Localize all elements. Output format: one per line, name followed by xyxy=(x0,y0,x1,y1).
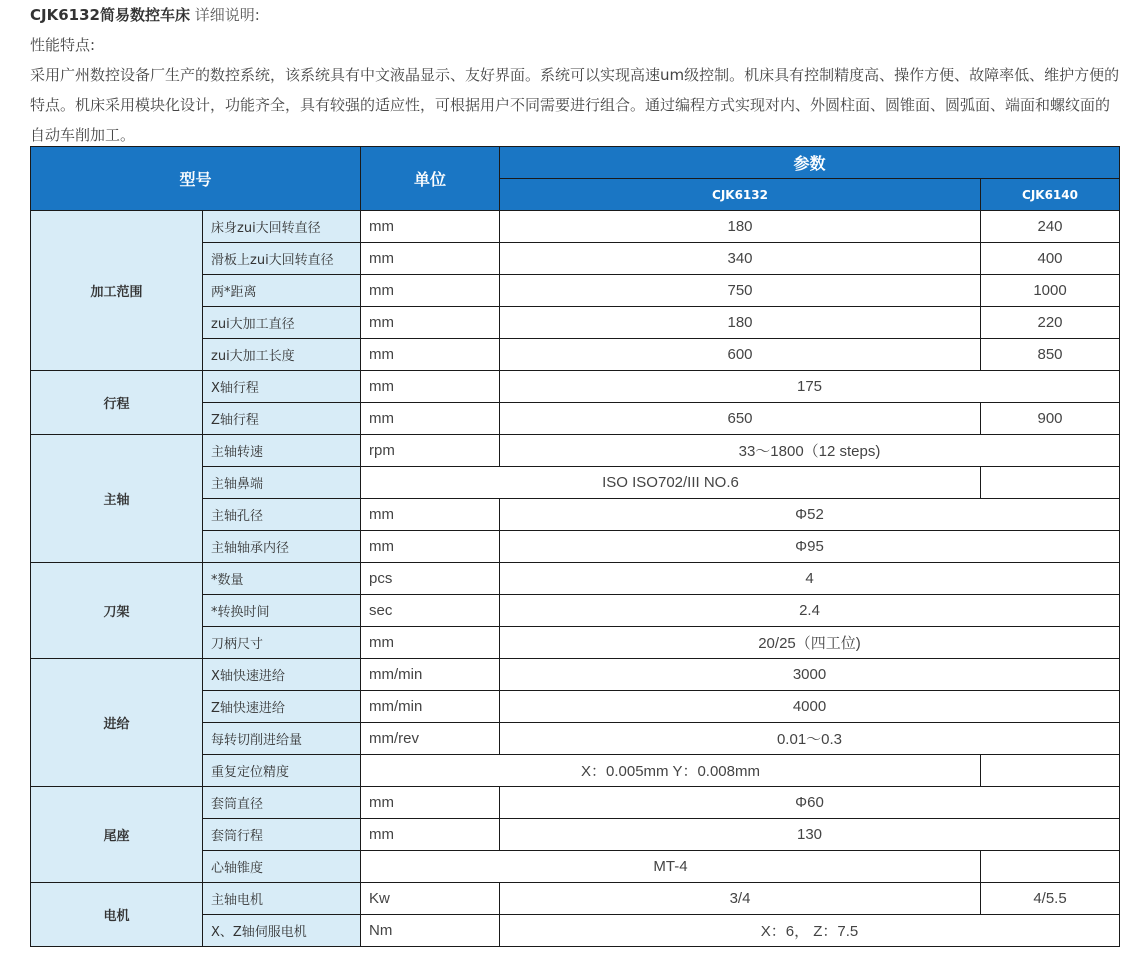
group-feed: 进给 xyxy=(31,659,203,787)
row-name: 主轴电机 xyxy=(203,883,361,915)
row-unit: mm xyxy=(361,371,500,403)
row-value-cjk6132: 3/4 xyxy=(500,883,981,915)
row-unit: mm xyxy=(361,787,500,819)
row-name: 两*距离 xyxy=(203,275,361,307)
group-spindle: 主轴 xyxy=(31,435,203,563)
row-unit: sec xyxy=(361,595,500,627)
row-value-cjk6132: 600 xyxy=(500,339,981,371)
row-value-cjk6140: 400 xyxy=(981,243,1120,275)
row-unit: mm xyxy=(361,627,500,659)
header-params: 参数 xyxy=(500,147,1120,179)
row-value: 130 xyxy=(500,819,1120,851)
row-unit: mm xyxy=(361,243,500,275)
row-name: 主轴孔径 xyxy=(203,499,361,531)
table-row xyxy=(31,563,1120,595)
row-name: 刀柄尺寸 xyxy=(203,627,361,659)
row-unit: mm xyxy=(361,819,500,851)
group-tool-post: 刀架 xyxy=(31,563,203,659)
row-value: 4000 xyxy=(500,691,1120,723)
row-unit: mm xyxy=(361,403,500,435)
title-suffix: 详细说明: xyxy=(189,6,260,24)
row-value: ISO ISO702/III NO.6 xyxy=(361,467,981,499)
row-name: 每转切削进给量 xyxy=(203,723,361,755)
empty-cell xyxy=(981,467,1120,499)
row-name: X轴行程 xyxy=(203,371,361,403)
row-value-cjk6140: 4/5.5 xyxy=(981,883,1120,915)
row-name: X、Z轴伺服电机 xyxy=(203,915,361,947)
row-name: 主轴轴承内径 xyxy=(203,531,361,563)
row-value: X：6， Z：7.5 xyxy=(500,915,1120,947)
table-row xyxy=(31,659,1120,691)
row-name: 重复定位精度 xyxy=(203,755,361,787)
header-unit: 单位 xyxy=(361,147,500,211)
row-unit: Kw xyxy=(361,883,500,915)
row-value-cjk6132: 180 xyxy=(500,307,981,339)
row-name: 心轴锥度 xyxy=(203,851,361,883)
row-unit: Nm xyxy=(361,915,500,947)
header-col-cjk6140: CJK6140 xyxy=(981,179,1120,211)
row-value: 3000 xyxy=(500,659,1120,691)
row-value-cjk6140: 240 xyxy=(981,211,1120,243)
table-row xyxy=(31,883,1120,915)
row-unit: mm xyxy=(361,275,500,307)
row-value: Φ95 xyxy=(500,531,1120,563)
row-name: 主轴鼻端 xyxy=(203,467,361,499)
row-value: 4 xyxy=(500,563,1120,595)
row-name: *转换时间 xyxy=(203,595,361,627)
row-unit: mm/min xyxy=(361,691,500,723)
empty-cell xyxy=(981,755,1120,787)
row-unit: rpm xyxy=(361,435,500,467)
row-value: 0.01～0.3 xyxy=(500,723,1120,755)
table-row xyxy=(31,435,1120,467)
intro-heading xyxy=(30,0,1122,30)
row-name: *数量 xyxy=(203,563,361,595)
row-name: Z轴快速进给 xyxy=(203,691,361,723)
intro-text xyxy=(30,0,1122,150)
row-name: 床身zui大回转直径 xyxy=(203,211,361,243)
row-name: zui大加工直径 xyxy=(203,307,361,339)
row-name: 套筒行程 xyxy=(203,819,361,851)
row-unit: mm/min xyxy=(361,659,500,691)
group-machining-range: 加工范围 xyxy=(31,211,203,371)
header-model: 型号 xyxy=(31,147,361,211)
header-col-cjk6132: CJK6132 xyxy=(500,179,981,211)
row-name: X轴快速进给 xyxy=(203,659,361,691)
row-name: Z轴行程 xyxy=(203,403,361,435)
group-travel: 行程 xyxy=(31,371,203,435)
row-value: 175 xyxy=(500,371,1120,403)
header-row-1 xyxy=(31,147,1120,179)
row-name: 套筒直径 xyxy=(203,787,361,819)
row-value-cjk6140: 1000 xyxy=(981,275,1120,307)
row-unit: mm xyxy=(361,499,500,531)
empty-cell xyxy=(981,851,1120,883)
row-value-cjk6132: 180 xyxy=(500,211,981,243)
row-value-cjk6132: 650 xyxy=(500,403,981,435)
row-value: MT-4 xyxy=(361,851,981,883)
row-unit: pcs xyxy=(361,563,500,595)
row-unit: mm xyxy=(361,339,500,371)
row-value-cjk6132: 750 xyxy=(500,275,981,307)
spec-table xyxy=(30,146,1120,947)
row-name: zui大加工长度 xyxy=(203,339,361,371)
row-value: Φ60 xyxy=(500,787,1120,819)
row-value: X：0.005mm Y：0.008mm xyxy=(361,755,981,787)
table-row xyxy=(31,211,1120,243)
table-row xyxy=(31,787,1120,819)
table-row xyxy=(31,371,1120,403)
row-value: 33～1800（12 steps) xyxy=(500,435,1120,467)
row-value: 2.4 xyxy=(500,595,1120,627)
row-name: 主轴转速 xyxy=(203,435,361,467)
row-unit: mm xyxy=(361,307,500,339)
row-value-cjk6140: 850 xyxy=(981,339,1120,371)
row-value-cjk6140: 900 xyxy=(981,403,1120,435)
row-unit: mm xyxy=(361,211,500,243)
row-value: Φ52 xyxy=(500,499,1120,531)
product-title: CJK6132简易数控车床 xyxy=(30,6,190,24)
group-tailstock: 尾座 xyxy=(31,787,203,883)
features-label: 性能特点: xyxy=(30,36,96,54)
row-unit: mm xyxy=(361,531,500,563)
row-value-cjk6132: 340 xyxy=(500,243,981,275)
row-value-cjk6140: 220 xyxy=(981,307,1120,339)
row-value: 20/25（四工位) xyxy=(500,627,1120,659)
group-motor: 电机 xyxy=(31,883,203,947)
row-unit: mm/rev xyxy=(361,723,500,755)
features-paragraph: 采用广州数控设备厂生产的数控系统，该系统具有中文液晶显示、友好界面。系统可以实现高速um级控制。机床具有控制精度高、操作方便、故障率低、维护方便的特点。机床采用模块化设计，功能齐全，具有较强的适应性，可根据用户不同需要进行组合。通过编程方式实现对内、外圆柱面、圆锥面、圆弧面、端面和螺纹面的自动车削加工。 xyxy=(30,66,1120,144)
row-name: 滑板上zui大回转直径 xyxy=(203,243,361,275)
